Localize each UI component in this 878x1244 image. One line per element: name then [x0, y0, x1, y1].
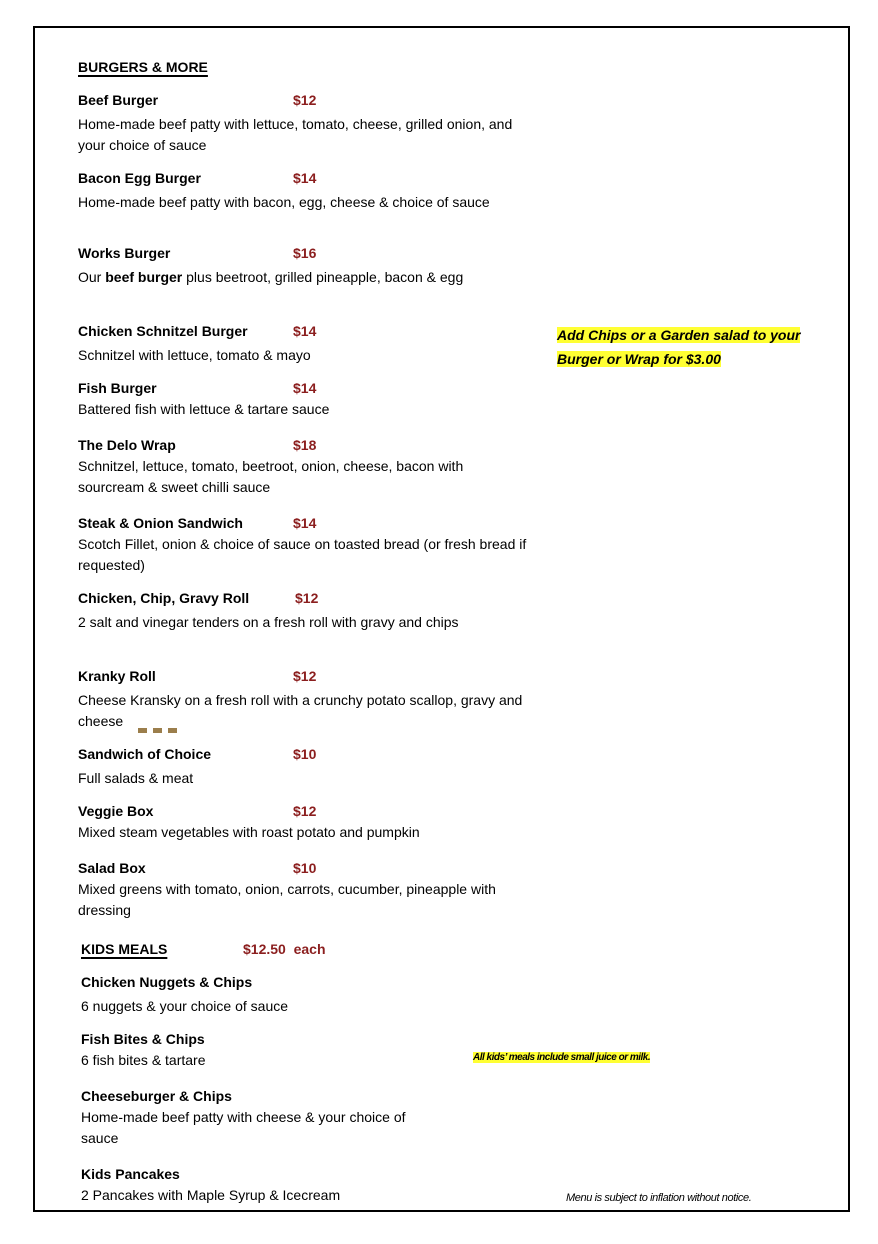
menu-item-description: Schnitzel with lettuce, tomato & mayo — [78, 347, 311, 363]
menu-item-name: Chicken Schnitzel Burger — [78, 323, 248, 339]
kids-item-description: Home-made beef patty with cheese & your choice of sauce — [81, 1109, 406, 1146]
decorative-dashes — [138, 728, 177, 733]
burgers-section-heading: BURGERS & MORE — [78, 59, 208, 75]
menu-item-name: Chicken, Chip, Gravy Roll — [78, 590, 250, 606]
menu-item-name: Kranky Roll — [78, 668, 156, 684]
menu-item-name: Bacon Egg Burger — [78, 170, 201, 186]
menu-item-name: The Delo Wrap — [78, 437, 176, 453]
kids-meal-price: $12.50 each — [243, 941, 326, 957]
menu-item-name: Veggie Box — [78, 803, 154, 819]
menu-item-description: Our beef burger plus beetroot, grilled pineapple, bacon & egg — [78, 269, 464, 285]
menu-item-description: Mixed steam vegetables with roast potato and pumpkin — [78, 824, 420, 840]
menu-item-description: Home-made beef patty with bacon, egg, cheese & choice of sauce — [78, 194, 490, 210]
menu-item-description: 2 salt and vinegar tenders on a fresh roll with gravy and chips — [78, 614, 459, 630]
kids-item-description: 6 fish bites & tartare — [81, 1052, 206, 1068]
kids-item-name: Chicken Nuggets & Chips — [81, 974, 253, 990]
inflation-disclaimer: Menu is subject to inflation without notice. — [566, 1192, 752, 1204]
menu-item-name: Sandwich of Choice — [78, 746, 212, 762]
menu-item-description: Home-made beef patty with lettuce, tomato, cheese, grilled onion, and your choice of sauce — [78, 116, 513, 153]
kids-item-description: 2 Pancakes with Maple Syrup & Icecream — [81, 1187, 341, 1203]
menu-item-price: $14 — [293, 170, 317, 186]
menu-item-description: Scotch Fillet, onion & choice of sauce on toasted bread (or fresh bread if requested) — [78, 536, 527, 573]
kids-side-note: All kids’ meals include small juice or milk. — [473, 1052, 651, 1063]
menu-item-description: Battered fish with lettuce & tartare sauce — [78, 401, 330, 417]
menu-item-description: Full salads & meat — [78, 770, 194, 786]
menu-item-price: $12 — [295, 590, 319, 606]
menu-item-price: $12 — [293, 803, 317, 819]
menu-item-name: Beef Burger — [78, 92, 159, 108]
menu-item-name: Salad Box — [78, 860, 146, 876]
menu-item-price: $18 — [293, 437, 317, 453]
kids-item-name: Kids Pancakes — [81, 1166, 180, 1182]
menu-item-price: $14 — [293, 380, 317, 396]
menu-item-price: $12 — [293, 668, 317, 684]
kids-item-name: Cheeseburger & Chips — [81, 1088, 232, 1104]
menu-item-name: Steak & Onion Sandwich — [78, 515, 243, 531]
menu-item-price: $14 — [293, 515, 317, 531]
burger-side-note: Add Chips or a Garden salad to your Burger or Wrap for $3.00 — [557, 327, 801, 367]
menu-item-description: Schnitzel, lettuce, tomato, beetroot, onion, cheese, bacon with sourcream & sweet chilli sauce — [78, 458, 464, 495]
kids-section-heading: KIDS MEALS — [81, 941, 168, 957]
menu-item-price: $14 — [293, 323, 317, 339]
menu-item-price: $10 — [293, 860, 317, 876]
menu-item-name: Works Burger — [78, 245, 171, 261]
menu-item-description: Cheese Kransky on a fresh roll with a crunchy potato scallop, gravy and cheese — [78, 692, 523, 729]
menu-item-price: $16 — [293, 245, 317, 261]
menu-item-price: $10 — [293, 746, 317, 762]
menu-item-price: $12 — [293, 92, 317, 108]
menu-item-description: Mixed greens with tomato, onion, carrots, cucumber, pineapple with dressing — [78, 881, 496, 918]
kids-item-description: 6 nuggets & your choice of sauce — [81, 998, 289, 1014]
kids-item-name: Fish Bites & Chips — [81, 1031, 205, 1047]
menu-item-name: Fish Burger — [78, 380, 157, 396]
